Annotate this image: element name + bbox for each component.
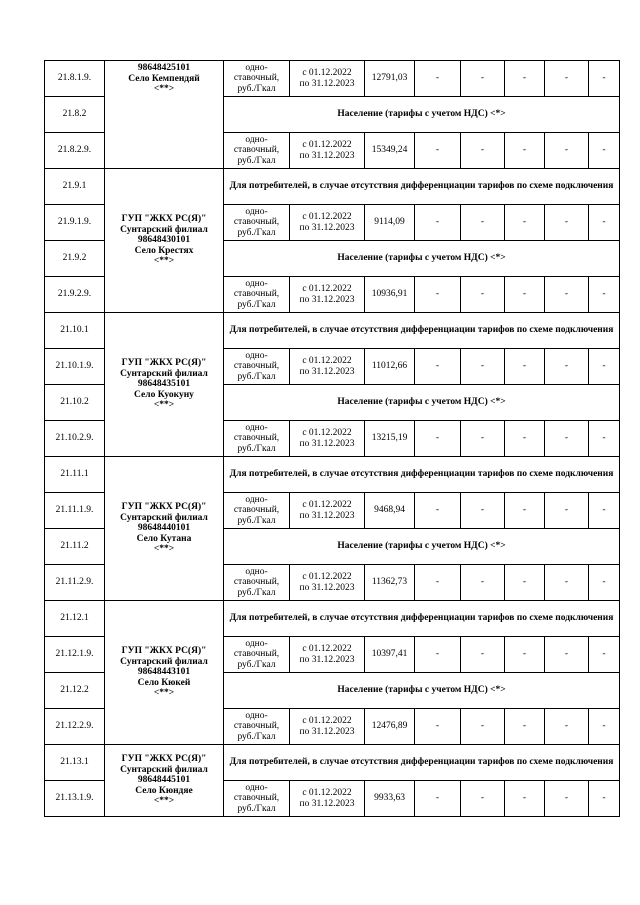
period xyxy=(290,421,365,457)
period xyxy=(290,133,365,169)
group-note: Для потребителей, в случае отсутствия дифференциации тарифов по схеме подключения xyxy=(224,169,620,205)
organization-line: <**> xyxy=(153,84,175,94)
empty-value: - xyxy=(461,61,505,97)
organization-line: Сунтарский филиал xyxy=(120,764,208,775)
organization-line: ГУП "ЖКХ РС(Я)" xyxy=(121,214,207,225)
row-code: 21.8.2 xyxy=(45,97,105,133)
empty-value: - xyxy=(461,133,505,169)
organization-cell xyxy=(105,313,224,457)
rate-type-line: руб./Гкал xyxy=(237,659,276,670)
empty-value: - xyxy=(461,205,505,241)
empty-value: - xyxy=(545,709,589,745)
period-line: по 31.12.2023 xyxy=(299,654,355,665)
period xyxy=(290,277,365,313)
rate-type-line: руб./Гкал xyxy=(237,515,276,526)
empty-value: - xyxy=(461,493,505,529)
rate-type-line: одно- xyxy=(245,278,268,289)
group-note: Население (тарифы с учетом НДС) <*> xyxy=(224,97,620,133)
period xyxy=(290,709,365,745)
organization-line: Село Кюкей xyxy=(137,677,191,688)
group-note: Население (тарифы с учетом НДС) <*> xyxy=(224,241,620,277)
row-code: 21.12.1 xyxy=(45,601,105,637)
rate-type-line: руб./Гкал xyxy=(237,299,276,310)
empty-value: - xyxy=(415,61,461,97)
row-code: 21.10.2 xyxy=(45,385,105,421)
group-note: Население (тарифы с учетом НДС) <*> xyxy=(224,529,620,565)
organization-line: 98648430101 xyxy=(137,235,191,246)
empty-value: - xyxy=(545,421,589,457)
empty-value: - xyxy=(415,781,461,817)
empty-value: - xyxy=(545,205,589,241)
rate-type-line: одно- xyxy=(245,710,268,721)
period xyxy=(290,349,365,385)
empty-value: - xyxy=(505,205,545,241)
rate-type-line: ставочный, xyxy=(233,289,280,300)
empty-value: - xyxy=(461,709,505,745)
note-row xyxy=(45,745,620,781)
rate-type-line: одно- xyxy=(245,422,268,433)
period-line: с 01.12.2022 xyxy=(302,500,352,510)
organization-line: ГУП "ЖКХ РС(Я)" xyxy=(121,358,207,369)
period xyxy=(290,205,365,241)
tariff-value: 10397,41 xyxy=(365,637,415,673)
rate-type-line: руб./Гкал xyxy=(237,83,276,94)
period-line: по 31.12.2023 xyxy=(299,582,355,593)
period-line: по 31.12.2023 xyxy=(299,294,355,305)
empty-value: - xyxy=(545,637,589,673)
empty-value: - xyxy=(545,493,589,529)
row-code: 21.13.1.9. xyxy=(45,781,105,817)
rate-type-line: одно- xyxy=(245,62,268,73)
rate-type-line: одно- xyxy=(245,638,268,649)
organization-line: Сунтарский филиал xyxy=(120,368,208,379)
empty-value: - xyxy=(545,349,589,385)
empty-value: - xyxy=(589,349,620,385)
empty-value: - xyxy=(589,133,620,169)
rate-type-line: руб./Гкал xyxy=(237,227,276,238)
row-code: 21.9.2 xyxy=(45,241,105,277)
empty-value: - xyxy=(461,637,505,673)
row-code: 21.12.2.9. xyxy=(45,709,105,745)
period-line: с 01.12.2022 xyxy=(302,212,352,222)
row-code: 21.11.1 xyxy=(45,457,105,493)
rate-type-line: ставочный, xyxy=(233,217,280,228)
empty-value: - xyxy=(505,781,545,817)
rate-type-line: ставочный, xyxy=(233,649,280,660)
organization-cell xyxy=(105,745,224,817)
organization-line: 98648435101 xyxy=(137,379,191,390)
rate-type xyxy=(224,421,290,457)
row-code: 21.10.1 xyxy=(45,313,105,349)
rate-type xyxy=(224,493,290,529)
empty-value: - xyxy=(545,133,589,169)
organization-line: <**> xyxy=(153,688,175,699)
rate-type-line: руб./Гкал xyxy=(237,587,276,598)
period xyxy=(290,493,365,529)
organization-line: <**> xyxy=(153,256,175,267)
rate-type-line: ставочный, xyxy=(233,793,280,804)
empty-value: - xyxy=(461,781,505,817)
period-line: с 01.12.2022 xyxy=(302,284,352,294)
empty-value: - xyxy=(545,277,589,313)
row-code: 21.8.2.9. xyxy=(45,133,105,169)
period xyxy=(290,637,365,673)
rate-type-line: ставочный, xyxy=(233,721,280,732)
tariff-row xyxy=(45,61,620,97)
rate-type-line: одно- xyxy=(245,782,268,793)
organization-line: Сунтарский филиал xyxy=(120,224,208,235)
row-code: 21.11.2.9. xyxy=(45,565,105,601)
rate-type-line: одно- xyxy=(245,494,268,505)
rate-type-line: руб./Гкал xyxy=(237,803,276,814)
empty-value: - xyxy=(415,637,461,673)
empty-value: - xyxy=(415,349,461,385)
organization-cell xyxy=(105,169,224,313)
tariff-value: 10936,91 xyxy=(365,277,415,313)
organization-line: Село Куокуну xyxy=(134,389,194,400)
row-code: 21.12.2 xyxy=(45,673,105,709)
empty-value: - xyxy=(505,637,545,673)
group-note: Для потребителей, в случае отсутствия дифференциации тарифов по схеме подключения xyxy=(224,745,620,781)
rate-type-line: ставочный, xyxy=(233,145,280,156)
empty-value: - xyxy=(505,565,545,601)
rate-type-line: одно- xyxy=(245,134,268,145)
period-line: по 31.12.2023 xyxy=(299,726,355,737)
period-line: с 01.12.2022 xyxy=(302,356,352,366)
row-code: 21.11.1.9. xyxy=(45,493,105,529)
rate-type-line: ставочный, xyxy=(233,505,280,516)
organization-line: Село Кюндяе xyxy=(135,785,193,796)
tariff-value: 11012,66 xyxy=(365,349,415,385)
row-code: 21.9.1.9. xyxy=(45,205,105,241)
tariff-value: 13215,19 xyxy=(365,421,415,457)
empty-value: - xyxy=(415,565,461,601)
rate-type-line: руб./Гкал xyxy=(237,371,276,382)
empty-value: - xyxy=(589,709,620,745)
organization-line: Село Крестях xyxy=(134,245,194,256)
organization-line: Село Кутана xyxy=(136,533,192,544)
empty-value: - xyxy=(505,709,545,745)
organization-cell xyxy=(105,61,224,169)
rate-type-line: ставочный, xyxy=(233,361,280,372)
empty-value: - xyxy=(461,349,505,385)
rate-type xyxy=(224,277,290,313)
empty-value: - xyxy=(415,205,461,241)
empty-value: - xyxy=(461,277,505,313)
empty-value: - xyxy=(545,61,589,97)
organization-line: <**> xyxy=(153,796,175,807)
period xyxy=(290,565,365,601)
empty-value: - xyxy=(589,781,620,817)
empty-value: - xyxy=(589,421,620,457)
empty-value: - xyxy=(505,421,545,457)
period-line: по 31.12.2023 xyxy=(299,78,355,89)
tariff-value: 9114,09 xyxy=(365,205,415,241)
empty-value: - xyxy=(545,565,589,601)
organization-line: <**> xyxy=(153,400,175,411)
period-line: с 01.12.2022 xyxy=(302,140,352,150)
tariff-table xyxy=(44,60,620,817)
empty-value: - xyxy=(589,277,620,313)
empty-value: - xyxy=(415,133,461,169)
empty-value: - xyxy=(415,493,461,529)
rate-type xyxy=(224,565,290,601)
note-row xyxy=(45,169,620,205)
organization-line: 98648425101 xyxy=(137,63,191,73)
organization-cell xyxy=(105,601,224,745)
period-line: по 31.12.2023 xyxy=(299,366,355,377)
empty-value: - xyxy=(589,61,620,97)
empty-value: - xyxy=(505,493,545,529)
period xyxy=(290,781,365,817)
empty-value: - xyxy=(415,277,461,313)
period-line: по 31.12.2023 xyxy=(299,222,355,233)
row-code: 21.10.2.9. xyxy=(45,421,105,457)
row-code: 21.13.1 xyxy=(45,745,105,781)
period-line: с 01.12.2022 xyxy=(302,716,352,726)
organization-line: ГУП "ЖКХ РС(Я)" xyxy=(121,754,207,765)
tariff-value: 12476,89 xyxy=(365,709,415,745)
organization-line: Сунтарский филиал xyxy=(120,512,208,523)
rate-type xyxy=(224,709,290,745)
group-note: Население (тарифы с учетом НДС) <*> xyxy=(224,385,620,421)
period-line: по 31.12.2023 xyxy=(299,510,355,521)
organization-line: ГУП "ЖКХ РС(Я)" xyxy=(121,646,207,657)
period-line: с 01.12.2022 xyxy=(302,644,352,654)
period-line: по 31.12.2023 xyxy=(299,438,355,449)
organization-line: 98648440101 xyxy=(137,523,191,534)
row-code: 21.10.1.9. xyxy=(45,349,105,385)
tariff-value: 15349,24 xyxy=(365,133,415,169)
organization-line: Сунтарский филиал xyxy=(120,656,208,667)
rate-type-line: руб./Гкал xyxy=(237,443,276,454)
empty-value: - xyxy=(505,61,545,97)
rate-type xyxy=(224,205,290,241)
empty-value: - xyxy=(589,565,620,601)
group-note: Для потребителей, в случае отсутствия дифференциации тарифов по схеме подключения xyxy=(224,313,620,349)
rate-type xyxy=(224,637,290,673)
empty-value: - xyxy=(415,709,461,745)
rate-type-line: ставочный, xyxy=(233,433,280,444)
row-code: 21.9.2.9. xyxy=(45,277,105,313)
tariff-value: 12791,03 xyxy=(365,61,415,97)
rate-type xyxy=(224,781,290,817)
rate-type xyxy=(224,133,290,169)
period-line: с 01.12.2022 xyxy=(302,572,352,582)
rate-type-line: одно- xyxy=(245,566,268,577)
row-code: 21.12.1.9. xyxy=(45,637,105,673)
rate-type-line: одно- xyxy=(245,350,268,361)
row-code: 21.8.1.9. xyxy=(45,61,105,97)
tariff-table-body xyxy=(45,61,620,817)
empty-value: - xyxy=(505,349,545,385)
group-note: Для потребителей, в случае отсутствия дифференциации тарифов по схеме подключения xyxy=(224,457,620,493)
group-note: Для потребителей, в случае отсутствия дифференциации тарифов по схеме подключения xyxy=(224,601,620,637)
organization-line: ГУП "ЖКХ РС(Я)" xyxy=(121,502,207,513)
empty-value: - xyxy=(545,781,589,817)
rate-type-line: руб./Гкал xyxy=(237,155,276,166)
rate-type-line: ставочный, xyxy=(233,73,280,84)
rate-type-line: одно- xyxy=(245,206,268,217)
empty-value: - xyxy=(589,205,620,241)
empty-value: - xyxy=(461,565,505,601)
period-line: по 31.12.2023 xyxy=(299,150,355,161)
note-row xyxy=(45,601,620,637)
empty-value: - xyxy=(461,421,505,457)
tariff-value: 9468,94 xyxy=(365,493,415,529)
period-line: с 01.12.2022 xyxy=(302,68,352,78)
organization-line: 98648443101 xyxy=(137,667,191,678)
rate-type xyxy=(224,61,290,97)
empty-value: - xyxy=(415,421,461,457)
tariff-value: 9933,63 xyxy=(365,781,415,817)
organization-line: Село Кемпендяй xyxy=(128,73,200,84)
organization-cell xyxy=(105,457,224,601)
tariff-value: 11362,73 xyxy=(365,565,415,601)
row-code: 21.11.2 xyxy=(45,529,105,565)
row-code: 21.9.1 xyxy=(45,169,105,205)
period xyxy=(290,61,365,97)
group-note: Население (тарифы с учетом НДС) <*> xyxy=(224,673,620,709)
period-line: по 31.12.2023 xyxy=(299,798,355,809)
empty-value: - xyxy=(589,637,620,673)
note-row xyxy=(45,313,620,349)
rate-type-line: ставочный, xyxy=(233,577,280,588)
empty-value: - xyxy=(505,133,545,169)
rate-type-line: руб./Гкал xyxy=(237,731,276,742)
period-line: с 01.12.2022 xyxy=(302,428,352,438)
organization-line: <**> xyxy=(153,544,175,555)
rate-type xyxy=(224,349,290,385)
period-line: с 01.12.2022 xyxy=(302,788,352,798)
note-row xyxy=(45,457,620,493)
organization-line: 98648445101 xyxy=(137,775,191,786)
empty-value: - xyxy=(505,277,545,313)
empty-value: - xyxy=(589,493,620,529)
